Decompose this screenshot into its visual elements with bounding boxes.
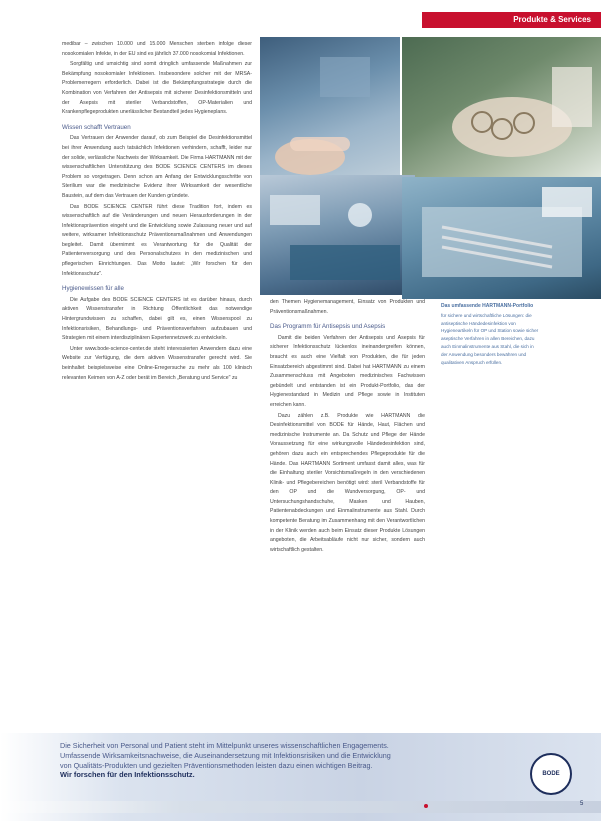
text-column-right: [270, 298, 425, 556]
banner-line: Umfassende Wirksamkeitsnachweise, die Auseinandersetzung mit Infektionsrisiken und die Entwicklung: [60, 750, 391, 760]
page-number: 5: [580, 801, 584, 807]
section-heading: Wissen schafft Vertrauen: [62, 123, 131, 131]
bode-seal-logo: BODE: [530, 753, 572, 795]
banner-line: Die Sicherheit von Personal und Patient steht im Mittelpunkt unseres wissenschaftlichen Engagements.: [60, 741, 389, 750]
paragraph: Das Vertrauen der Anwender darauf, ob zum Beispiel die Desinfektionsmittel bei ihrer Anwendung auch tatsächlich Infektionen verhindern, schafft, leider nur der solide, verlässliche Nachweis der Wirksamkeit. Die Firma HARTMANN mit der wissenschaftlichen Unterstützung des BODE SCIENCE CENTERS im dieses Problem so vorgetragen. Denn schon am Anfang der Entwicklungsschritte von Sterilium war die medizinische Evidenz ihrer Wirksamkeit der wesentliche Baustein, auf dem das Vertrauen der Kunden gründete.: [62, 135, 252, 199]
paragraph: Die Aufgabe des BODE SCIENCE CENTERS ist es darüber hinaus, durch aktiven Wissenstransfer in Richtung Öffentlichkeit das notwendige Hintergrundwissen zu schaffen, dabei gilt es, einen Wissenspool zu Infektionsrisiken, Behandlungs- und Präventionsverfahren aufzubauen und Strategien mit einem interdisziplinären Expertennetzwerk zu entwickeln.: [62, 296, 252, 342]
paragraph: Dazu zählen z.B. Produkte wie HARTMANN die Desinfektionsmittel von BODE für Hände, Haut, Flächen und medizinische Instrumente an. Da Schutz und Pflege der Hände Voraussetzung für eine wirkungsvolle Händedesinfektion sind, gehören dazu auch ein entsprechendes Pflegeprodukte für die Hände. Das HARTMANN Sortiment umfasst damit alles, was für die Einhaltung steriler Vorsichtsmaßregeln in den verschiedenen Klinik- und Pflegebereichen benötigt wird: steril Verbandstoffe für den OP und die Wundversorgung, OP- und Untersuchungshandschuhe, Masken und Hauben, Patientenabdeckungen und Einmalinstrumente aus Stahl. Durch kompetente Beratung im Zusammenhang mit den Verantwortlichen in der Klinik werden auch beim Einsatz dieser Produkte Lösungen angeboten, die Arbeitsabläufe nicht nur sicher, sondern auch wirtschaftlich gestalten.: [270, 412, 425, 553]
footer-dot-icon: [424, 804, 428, 808]
paragraph: Damit die beiden Verfahren der Antisepsis und Asepsis für sicherer Infektionsschutz lückenlos ineinandergreifen können, braucht es auch eine Vielfalt von Produkten, die für jeden Einsatzbereich abgestimmt sind. Dabei hat HARTMANN zu einem Zusammenschluss mit Angeboten medizinisches Fachwissen gebündelt und entstanden ist ein Produkt-Portfolio, das der Hygienestandard in Medizin und Pflege sowie in Instituten erreichen kann.: [270, 334, 425, 408]
photo-instrument-tray: [402, 177, 601, 299]
section-heading: Hygienewissen für alle: [62, 285, 124, 293]
paragraph: Das BODE SCIENCE CENTER führt diese Tradition fort, indem es wissenschaftlich auf die Veränderungen und neuen Herausforderungen in der Infektionsprävention eingeht und die Entwicklung sowie Zulassung neuer und auf weitere, wirksamer Infektionsschutz Präventionsmaßnahmen und Anwendungen begleitet. Damit übernimmt es Verantwortung für die Qualität der Patientenversorgung und des Personalschutzes in den medizinischen und pflegerischen Einrichtungen. Das Motto lautet: „Wir forschen für den Infektionsschutz".: [62, 203, 252, 277]
paragraph: Unter www.bode-science-center.de steht interessierten Anwendern dazu eine Website zur Verfügung, die dem aktiven Wissenstransfer gerecht wird. Sie beinhaltet beispielsweise eine Online-Erregersuche zu mehr als 100 klinisch relevanten Keimen von A-Z oder berät im Bereich „Beratung und Service" zu: [62, 345, 252, 381]
banner-tagline: Wir forschen für den Infektionsschutz.: [60, 770, 195, 780]
photo-surgical-instruments: [402, 37, 601, 177]
caption-title: Das umfassende HARTMANN-Portfolio: [441, 303, 534, 309]
banner-text: [60, 741, 500, 780]
paragraph: den Themen Hygienemanagement, Einsatz von Produkten und Präventionsmaßnahmen.: [270, 299, 425, 315]
section-heading: Das Programm für Antisepsis und Asepsis: [270, 323, 386, 331]
text-column-left: [62, 40, 252, 384]
banner-line: von Qualitäts-Produkten und gezielten Präventionsmethoden leisten dazu einen wichtigen Beitrag.: [60, 760, 373, 770]
intro-paragraph: medibar – zwischen 10.000 und 15.000 Menschen sterben infolge dieser nosokomialen Infekte, in der EU sind es jährlich 37.000 nosokomial Infektionen.: [62, 41, 252, 57]
section-tab: Produkte & Services: [422, 12, 601, 28]
paragraph: Sorgfältig und umsichtig sind somit dringlich umfassende Maßnahmen zur Bekämpfung nosokomialer Infektionen. Insbesondere solcher mit der MRSA-Problemerregern erforderlich. Dabei ist die Bekämpfungsstrategie durch die Kombination von Verfahren der Antisepsis mit sicherer Desinfektionsmitteln und der Asepsis mit steriler Verbandstoffen, OP-Materialien und Krankenpflegeprodukten unerlässlicher Bestandteil jedes Hygieneplans.: [62, 61, 252, 116]
footer-bar: [0, 801, 601, 813]
image-caption: [441, 303, 541, 366]
caption-text: für sichere und wirtschaftliche Lösungen: die antiseptische Händedesinfektion von Hygieneartikeln für OP und Station sowie sicher aseptische Verfahren in allen Bereichen, dazu auch Einmalinstrumente aus Stahl, die sich in der Anwendung besonders bewähren und qualitativen Anspruch erfüllen.: [441, 312, 539, 365]
photo-hand-disinfection: [260, 37, 400, 197]
photo-operating-room: [260, 175, 415, 295]
